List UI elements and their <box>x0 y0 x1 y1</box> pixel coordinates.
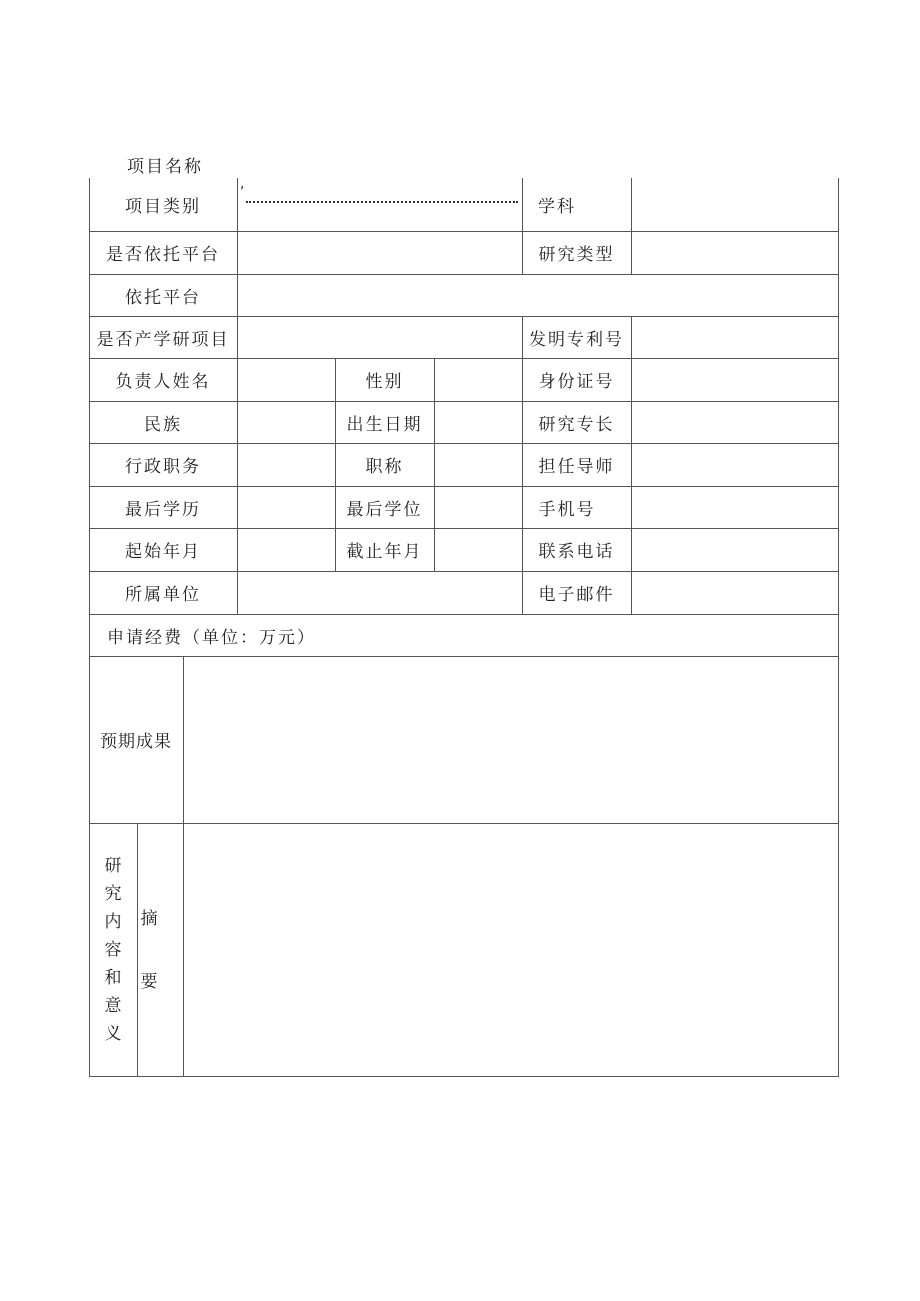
id-no-label: 身份证号 <box>538 372 615 392</box>
ethnicity-field[interactable] <box>238 401 335 443</box>
funding-label: 申请经费（单位：万元） <box>107 627 316 648</box>
leader-name-field[interactable] <box>238 358 335 401</box>
content-char-6: 意 <box>104 996 122 1016</box>
last-degree-label: 最后学位 <box>346 499 423 520</box>
dotted-line <box>246 201 518 203</box>
content-char-7: 义 <box>104 1024 122 1044</box>
table-bottom-border <box>89 1076 839 1077</box>
end-date-field[interactable] <box>435 528 522 571</box>
patent-no-field[interactable] <box>632 316 838 358</box>
gender-label: 性别 <box>365 372 404 392</box>
supervisor-field[interactable] <box>632 443 838 486</box>
research-type-label: 研究类型 <box>538 245 615 265</box>
project-name-label: 项目名称 <box>127 156 203 177</box>
patent-no-label: 发明专利号 <box>529 329 624 350</box>
birth-date-label: 出生日期 <box>346 414 423 435</box>
birth-date-field[interactable] <box>435 401 522 443</box>
last-degree-field[interactable] <box>435 486 522 528</box>
unit-label: 所属单位 <box>125 585 201 605</box>
start-date-label: 起始年月 <box>125 542 201 562</box>
table-right-border <box>838 178 839 1077</box>
email-label: 电子邮件 <box>538 585 615 605</box>
expected-results-field[interactable] <box>184 657 838 823</box>
admin-post-label: 行政职务 <box>125 457 201 477</box>
email-field[interactable] <box>632 571 838 614</box>
platform-label: 依托平台 <box>125 287 201 308</box>
leader-name-label: 负责人姓名 <box>115 372 211 392</box>
last-education-field[interactable] <box>238 486 335 528</box>
abstract-char-2: 要 <box>140 972 158 992</box>
supervisor-label: 担任导师 <box>538 457 615 477</box>
funding-field[interactable] <box>90 614 838 656</box>
research-type-field[interactable] <box>632 231 838 274</box>
unit-field[interactable] <box>238 571 522 614</box>
content-char-5: 和 <box>104 968 122 988</box>
platform-based-field[interactable] <box>238 231 522 274</box>
content-char-2: 究 <box>104 884 122 904</box>
phone-field[interactable] <box>632 528 838 571</box>
discipline-label: 学科 <box>538 197 576 217</box>
content-char-3: 内 <box>104 912 122 932</box>
last-education-label: 最后学历 <box>125 499 201 520</box>
project-category-field[interactable] <box>238 178 522 231</box>
gender-field[interactable] <box>435 358 522 401</box>
platform-based-label: 是否依托平台 <box>106 245 220 265</box>
col-line-content <box>137 823 138 1076</box>
admin-post-field[interactable] <box>238 443 335 486</box>
title-label: 职称 <box>365 457 404 477</box>
abstract-char-1: 摘 <box>140 909 158 929</box>
discipline-field[interactable] <box>632 178 838 231</box>
project-category-label: 项目类别 <box>125 197 201 217</box>
title-field[interactable] <box>435 443 522 486</box>
category-mark: , <box>240 176 245 192</box>
end-date-label: 截止年月 <box>346 542 423 562</box>
mobile-label: 手机号 <box>538 499 596 520</box>
content-char-1: 研 <box>104 856 122 876</box>
platform-field[interactable] <box>238 274 838 316</box>
mobile-field[interactable] <box>632 486 838 528</box>
id-no-field[interactable] <box>632 358 838 401</box>
phone-label: 联系电话 <box>538 542 615 562</box>
ethnicity-label: 民族 <box>144 414 182 435</box>
content-field[interactable] <box>184 824 838 1076</box>
research-specialty-label: 研究专长 <box>538 414 615 435</box>
content-char-4: 容 <box>104 940 122 960</box>
research-specialty-field[interactable] <box>632 401 838 443</box>
industry-project-field[interactable] <box>238 316 522 358</box>
start-date-field[interactable] <box>238 528 335 571</box>
expected-results-label: 预期成果 <box>100 732 172 752</box>
industry-project-label: 是否产学研项目 <box>96 329 230 350</box>
